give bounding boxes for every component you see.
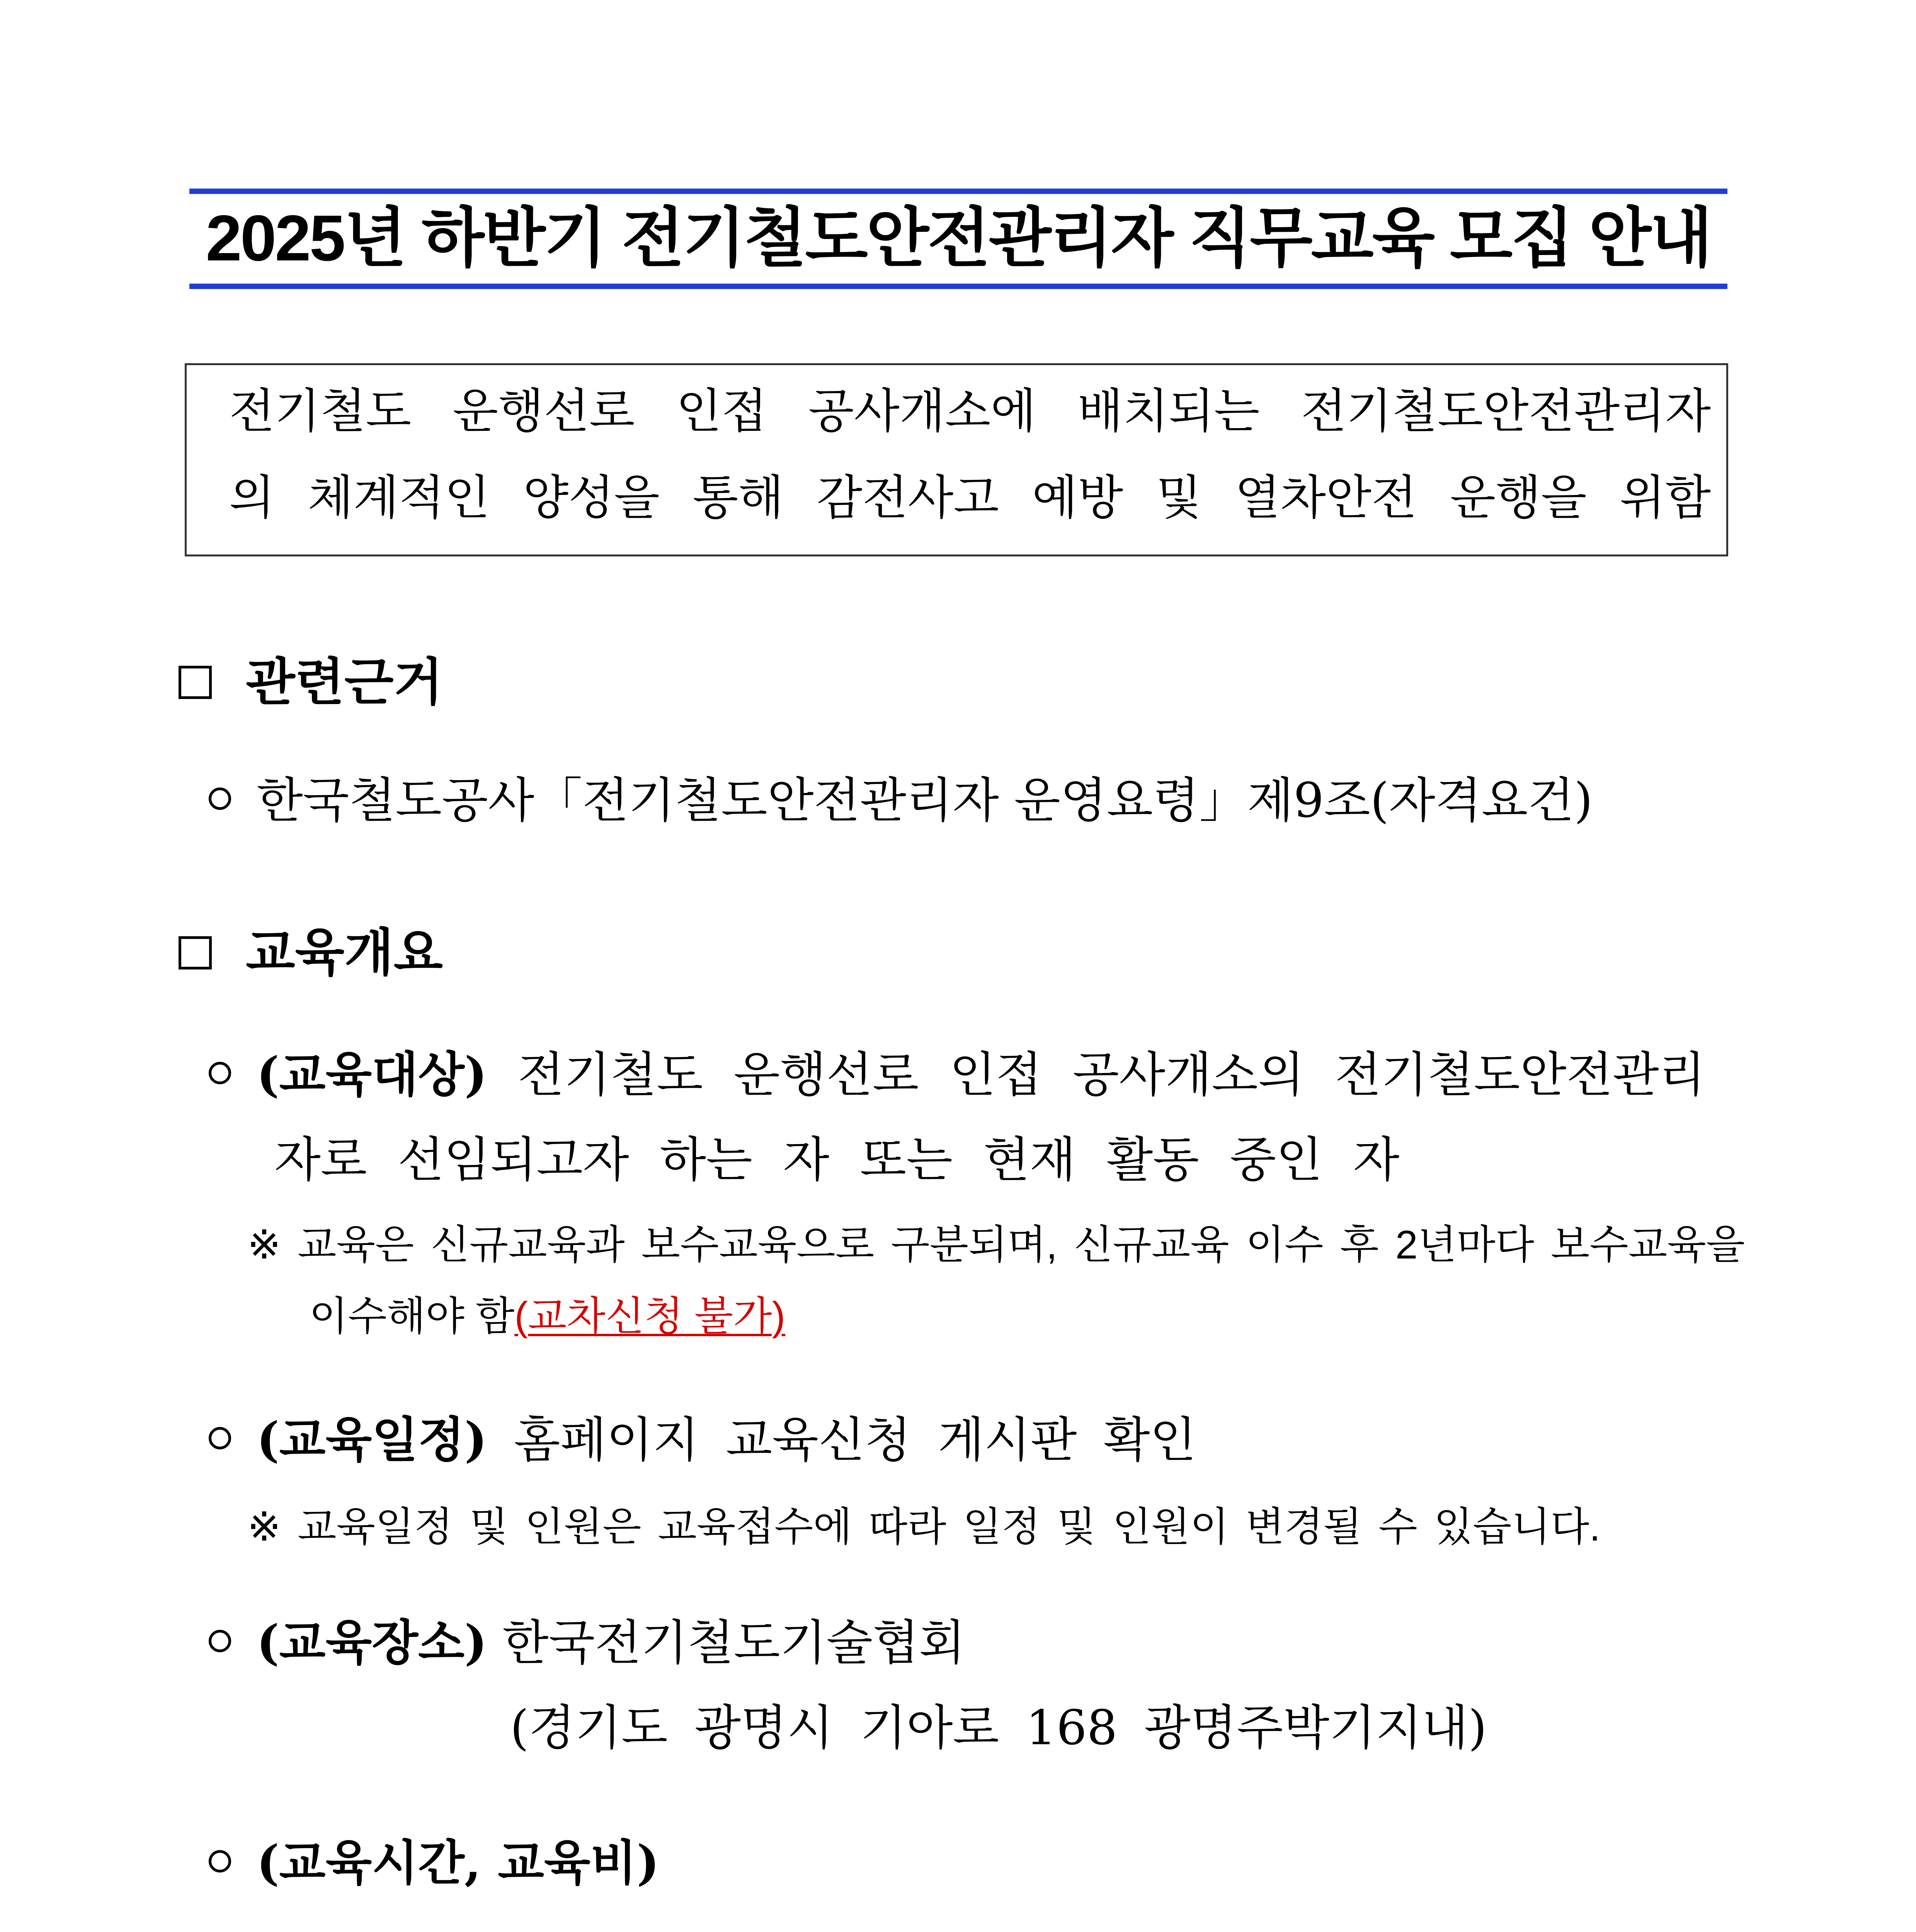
schedule-value: 홈페이지 교육신청 게시판 확인 [514, 1412, 1196, 1468]
basis-item-text: 한국철도공사「전기철도안전관리자 운영요령」제9조(자격요건) [257, 773, 1593, 828]
schedule-key: (교육일정) [257, 1412, 487, 1468]
place-item [209, 1615, 965, 1671]
title-rule-top [189, 189, 1727, 194]
title-rule-bottom [189, 284, 1727, 289]
purpose-line-1: 전기철도 운행선로 인접 공사개소에 배치되는 전기철도안전관리자 [229, 384, 1711, 439]
target-note-text: 이수해야 함 [309, 1294, 515, 1339]
place-key: (교육장소) [257, 1615, 487, 1671]
section-overview-heading [179, 924, 443, 981]
purpose-line-2: 의 체계적인 양성을 통해 감전사고 예방 및 열차안전 운행을 위함 [229, 470, 1711, 525]
section-basis-title: 관련근거 [246, 654, 443, 711]
target-note-line-1: ※ 교육은 신규교육과 보수교육으로 구분되며, 신규교육 이수 후 2년마다 보수교육을 [247, 1223, 1745, 1267]
purpose-box [185, 363, 1728, 556]
target-line-2: 자로 선임되고자 하는 자 또는 현재 활동 중인 자 [274, 1132, 1400, 1188]
target-item [209, 1047, 1705, 1103]
place-value: 한국전기철도기술협회 [502, 1615, 965, 1671]
time-fee-item [209, 1835, 660, 1891]
place-address: (경기도 광명시 기아로 168 광명주박기지내) [510, 1700, 1487, 1756]
square-bullet-icon [179, 666, 212, 699]
circle-bullet-icon [209, 1427, 231, 1449]
target-note-line-2 [309, 1296, 785, 1337]
circle-bullet-icon [209, 1630, 231, 1652]
title-block [189, 189, 1727, 289]
schedule-note: ※ 교육일정 및 인원은 교육접수에 따라 일정 및 인원이 변경될 수 있습니다. [247, 1505, 1601, 1549]
circle-bullet-icon [209, 1062, 231, 1084]
page-title: 2025년 하반기 전기철도안전관리자 직무교육 모집 안내 [206, 202, 1711, 274]
circle-bullet-icon [209, 787, 231, 810]
circle-bullet-icon [209, 1850, 231, 1872]
square-bullet-icon [179, 936, 212, 969]
time-fee-key: (교육시간, 교육비) [257, 1835, 660, 1891]
schedule-item [209, 1412, 1196, 1468]
basis-item [209, 773, 1593, 828]
section-overview-title: 교육개요 [246, 924, 443, 981]
target-key: (교육대상) [257, 1047, 487, 1103]
target-line-1: 전기철도 운행선로 인접 공사개소의 전기철도안전관리 [517, 1047, 1705, 1103]
section-basis-heading [179, 654, 443, 711]
cross-apply-warning: (교차신청 불가) [514, 1294, 786, 1339]
